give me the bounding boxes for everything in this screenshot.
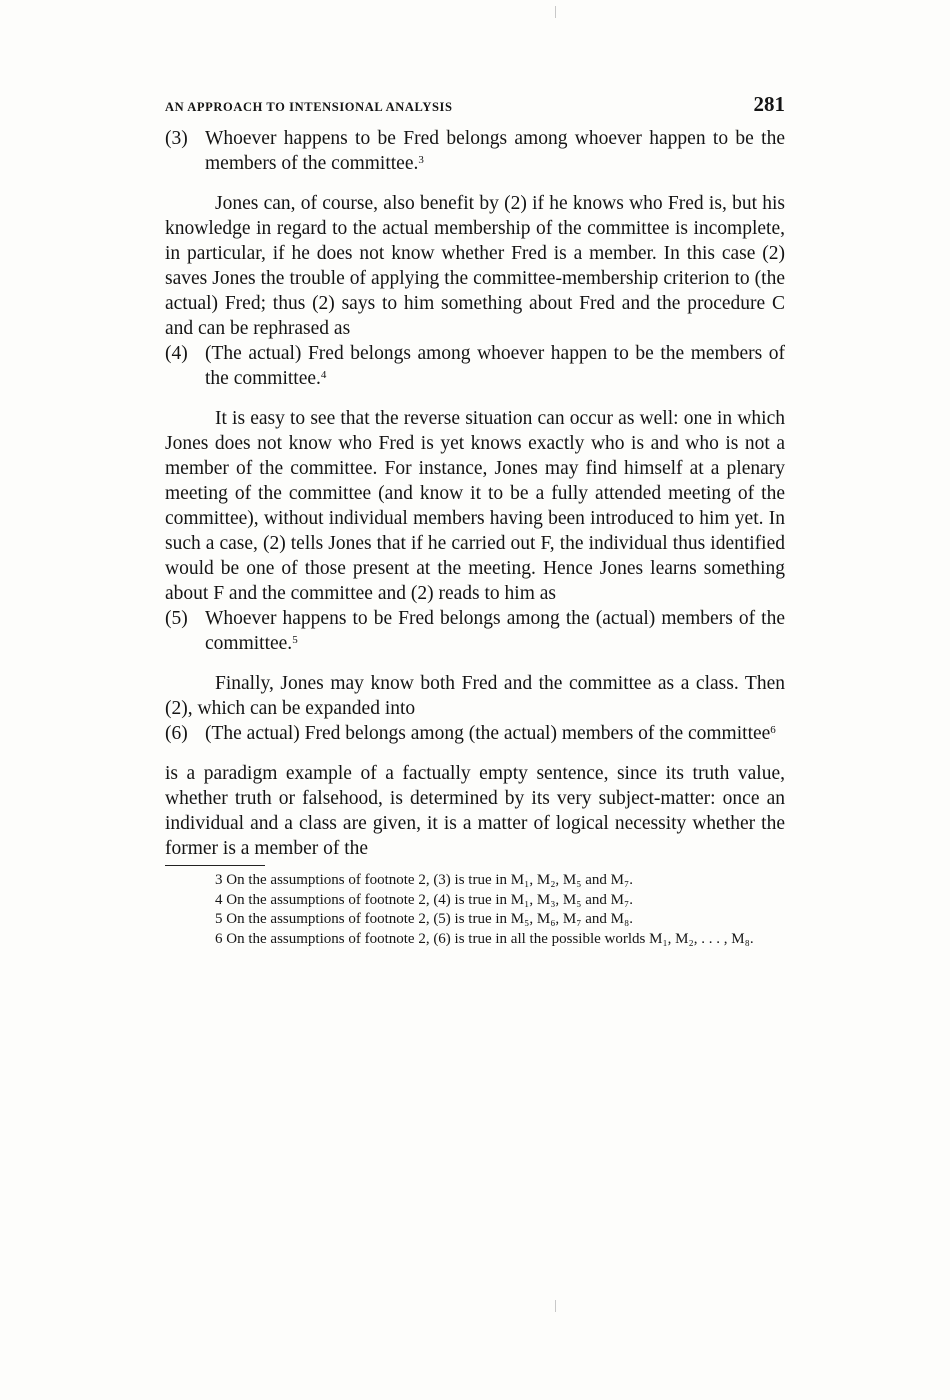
page-header (165, 92, 785, 126)
body-paragraph-4: is a paradigm example of a factually empty sentence, since its truth value, whether truth or falsehood, is determined by its very subject-matter: once an individual and a class are given, it is a matter of logical necessity whether the former is a member of the (165, 763, 785, 859)
numbered-statement-6 (165, 721, 785, 746)
page-number: 281 (753, 92, 785, 116)
body-paragraph-2: It is easy to see that the reverse situation can occur as well: one in which Jones does not know who Fred is yet knows exactly who is and who is not a member of the committee. For instance, Jones may find himself at a plenary meeting of the committee (and know it to be a fully attended meeting of the committee), without individual members having been introduced to him yet. In such a case, (2) tells Jones that if he carried out F, the individual thus identified would be one of those present at the meeting. Hence Jones learns something about F and the committee and (2) reads to him as (165, 408, 785, 604)
footnote-4: 4 On the assumptions of footnote 2, (4) is true in M₁, M₃, M₅ and M₇. (215, 891, 633, 908)
statement-text: (The actual) Fred belongs among whoever happen to be the members of the committee. (205, 343, 785, 389)
statement-text: (The actual) Fred belongs among (the actual) members of the committee (205, 723, 771, 744)
footnote-5: 5 On the assumptions of footnote 2, (5) is true in M₅, M₆, M₇ and M₈. (215, 911, 633, 927)
footnote-ref-3: 3 (418, 154, 424, 166)
numbered-statement-5 (165, 606, 785, 656)
body-paragraph-3: Finally, Jones may know both Fred and the committee as a class. Then (2), which can be expanded into (165, 673, 785, 719)
footnote-6: 6 On the assumptions of footnote 2, (6) is true in all the possible worlds M₁, M₂, . . . , M₈. (215, 930, 754, 947)
footnote-3: 3 On the assumptions of footnote 2, (3) is true in M₁, M₂, M₅ and M₇. (215, 872, 633, 888)
numbered-statement-3 (165, 126, 785, 176)
statement-label: (6) (165, 723, 188, 744)
body-paragraph-1: Jones can, of course, also benefit by (2) if he knows who Fred is, but his knowledge in regard to the actual membership of the committee is incomplete, in particular, if he does not know whether Fred is a member. In this case (2) saves Jones the trouble of applying the committee-membership criterion to (the actual) Fred; thus (2) says to him something about Fred and the procedure C and can be rephrased as (165, 193, 785, 339)
running-head: AN APPROACH TO INTENSIONAL ANALYSIS (165, 100, 453, 114)
scan-mark-top (555, 6, 556, 18)
footnotes (165, 871, 785, 949)
statement-label: (4) (165, 343, 188, 364)
footnote-divider (165, 865, 265, 866)
footnote-ref-6: 6 (770, 724, 776, 736)
footnote-ref-5: 5 (292, 634, 298, 646)
document-page (165, 92, 785, 949)
footnote-ref-4: 4 (320, 369, 327, 381)
numbered-statement-4 (165, 341, 785, 391)
statement-label: (5) (165, 608, 188, 629)
statement-label: (3) (165, 128, 188, 149)
scan-mark-bottom (555, 1300, 556, 1312)
statement-text: Whoever happens to be Fred belongs among whoever happen to be the members of the committee. (205, 128, 785, 174)
statement-text: Whoever happens to be Fred belongs among the (actual) members of the committee. (205, 608, 785, 654)
